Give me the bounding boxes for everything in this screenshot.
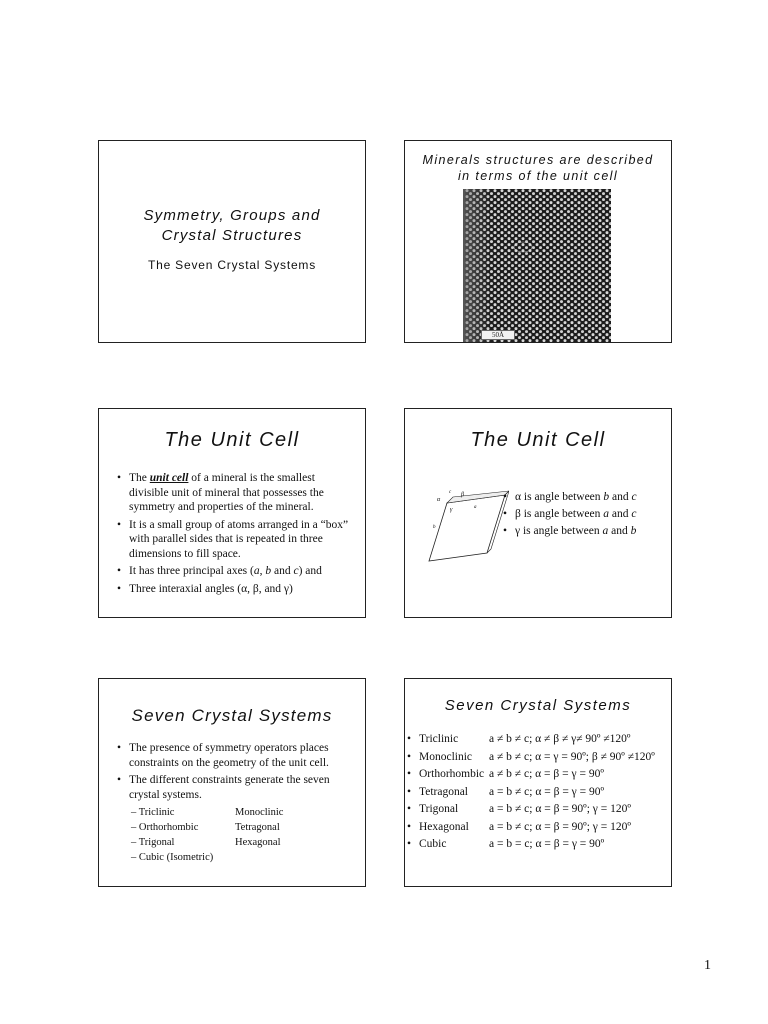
bullet-text: ) and xyxy=(298,565,322,577)
system-name: Tetragonal xyxy=(419,785,469,798)
page-number: 1 xyxy=(704,958,711,973)
unit-cell-term: unit cell xyxy=(149,472,189,484)
system-item: Hexagonal xyxy=(235,837,281,848)
axis-c: c xyxy=(631,508,637,520)
slide-2-title-line-2: in terms of the unit cell xyxy=(457,169,619,183)
axis-c: c xyxy=(293,565,299,577)
separator: and xyxy=(608,525,631,537)
slide-1-subtitle: The Seven Crystal Systems xyxy=(147,258,317,272)
axis-a: a xyxy=(602,525,609,537)
system-item: Tetragonal xyxy=(235,822,280,833)
system-item: Monoclinic xyxy=(235,807,284,818)
label-beta: β xyxy=(461,492,464,498)
system-constraint: a = b ≠ c; α = β = γ = 90º xyxy=(489,785,605,798)
bullet-text: α is angle between xyxy=(515,491,604,503)
system-constraint: a = b ≠ c; α = β = 90º; γ = 120º xyxy=(489,820,631,833)
axis-b: b xyxy=(603,491,610,503)
bullet-text: γ is angle between xyxy=(515,525,603,537)
crystal-systems-table xyxy=(407,731,655,854)
system-name: Orthorhombic xyxy=(419,768,485,780)
system-name: Monoclinic xyxy=(419,750,473,763)
bullet-beta xyxy=(503,506,663,523)
system-name: Cubic xyxy=(419,838,447,850)
bullet-interaxial-angles: • Three interaxial angles (α, β, and γ) xyxy=(117,582,349,597)
axis-b: b xyxy=(265,565,272,577)
slide-2-title-line-1: Minerals structures are described xyxy=(422,153,654,167)
bullet-text: It has three principal axes ( xyxy=(129,565,254,577)
bullet-text: β is angle between xyxy=(515,508,604,520)
system-constraint: a = b ≠ c; α = β = 90º; γ = 120º xyxy=(489,803,631,815)
system-name: Triclinic xyxy=(419,733,459,745)
bullet-alpha xyxy=(503,489,663,506)
label-b: b xyxy=(433,525,436,530)
slide-5-bullets xyxy=(117,741,349,805)
slide-4-title: The Unit Cell xyxy=(470,429,606,451)
slide-2 xyxy=(404,140,672,343)
slide-5 xyxy=(98,678,366,887)
label-alpha: α xyxy=(437,497,441,503)
table-row: • Tetragonal a = b ≠ c; α = β = γ = 90º xyxy=(407,784,655,802)
axis-a: a xyxy=(253,565,260,577)
axis-b: b xyxy=(630,525,637,537)
axis-a: a xyxy=(603,508,609,520)
bullet-text: The different constraints generate the seven crystal systems. xyxy=(129,774,330,801)
slide-1 xyxy=(98,140,366,343)
separator: and xyxy=(609,508,632,520)
bullet-symmetry-operators: • The presence of symmetry operators places constraints on the geometry of the unit cell. xyxy=(117,741,349,770)
system-constraint: a ≠ b ≠ c; α ≠ β ≠ γ≠ 90º ≠120º xyxy=(489,733,631,745)
system-constraint: a ≠ b ≠ c; α = β = γ = 90º xyxy=(489,768,604,780)
table-row: • Trigonal a = b ≠ c; α = β = 90º; γ = 120º xyxy=(407,801,655,819)
slide-6 xyxy=(404,678,672,887)
system-item: – Orthorhombic xyxy=(131,820,235,835)
table-row: • Orthorhombic a ≠ b ≠ c; α = β = γ = 90º xyxy=(407,766,655,784)
system-constraint: a = b = c; α = β = γ = 90º xyxy=(489,838,605,850)
table-row: • Triclinic a ≠ b ≠ c; α ≠ β ≠ γ≠ 90º ≠120º xyxy=(407,731,655,749)
slide-5-title: Seven Crystal Systems xyxy=(131,706,333,725)
bullet-constraints xyxy=(117,773,349,802)
system-name: Hexagonal xyxy=(419,820,469,833)
table-row: • Cubic a = b = c; α = β = γ = 90º xyxy=(407,836,655,854)
system-item: – Trigonal xyxy=(131,835,235,850)
label-gamma: γ xyxy=(450,507,453,513)
slide-3 xyxy=(98,408,366,618)
crystal-system-list xyxy=(131,805,335,865)
slide-1-title xyxy=(99,206,365,246)
table-row: • Monoclinic a ≠ b ≠ c; α = γ = 90º; β ≠ 90º ≠120º xyxy=(407,749,655,767)
label-a: a xyxy=(474,505,477,510)
slide-4 xyxy=(404,408,672,618)
system-constraint: a ≠ b ≠ c; α = γ = 90º; β ≠ 90º ≠120º xyxy=(489,750,655,763)
system-name: Trigonal xyxy=(419,803,459,815)
slide-3-title: The Unit Cell xyxy=(164,429,300,451)
slide-6-title: Seven Crystal Systems xyxy=(444,697,632,714)
separator: , xyxy=(259,565,266,577)
bullet-box-description: • It is a small group of atoms arranged in a “box” with parallel sides that is repeated in three dimensions to fill space. xyxy=(117,518,349,562)
separator: and xyxy=(609,491,632,503)
slide-1-title-line-1: Symmetry, Groups and xyxy=(143,207,321,224)
slide-2-title xyxy=(405,152,671,184)
scale-bar-label: 50Å xyxy=(481,330,515,340)
system-item: – Triclinic xyxy=(131,805,235,820)
unit-cell-diagram xyxy=(425,487,509,567)
slide-3-bullets xyxy=(117,471,349,599)
bullet-text: The xyxy=(129,472,150,484)
label-c: c xyxy=(449,490,452,495)
micrograph-image xyxy=(463,189,611,342)
slide-1-title-line-2: Crystal Structures xyxy=(161,227,303,244)
bullet-principal-axes xyxy=(117,564,349,579)
bullet-unit-cell-definition xyxy=(117,471,349,515)
axis-c: c xyxy=(631,491,637,503)
bullet-text: of a mineral is the smallest divisible unit of mineral that possesses the symmetry and properties of the mineral. xyxy=(129,472,324,513)
bullet-gamma xyxy=(503,523,663,540)
system-item: – Cubic (Isometric) xyxy=(131,850,235,865)
separator: and xyxy=(271,565,294,577)
slide-4-bullets xyxy=(503,489,663,540)
table-row: • Hexagonal a = b ≠ c; α = β = 90º; γ = 120º xyxy=(407,819,655,837)
